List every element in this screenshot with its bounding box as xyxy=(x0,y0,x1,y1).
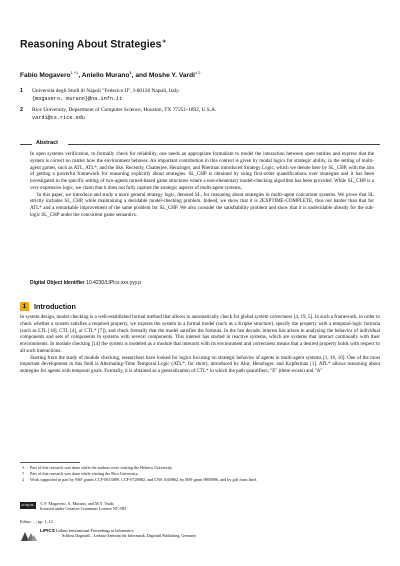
abstract-text xyxy=(30,151,374,219)
abstract-heading: Abstract xyxy=(20,140,380,148)
editor-line: Editor: ...; pp. 1–12 xyxy=(20,519,53,524)
doi-link[interactable]: 10.4230/LIPIcs.xxx.yyy.p xyxy=(86,280,142,286)
section-number-badge: 1 xyxy=(20,302,29,311)
abstract-paragraph: In this paper, we introduce and study a more general strategy logic, denoted SL, for reasoning about strategies in multi-agent concurrent systems. We prove that SL strictly includes SL_CHP, while maintaining a decidable model-checking problem. Indeed, we show that it is 2EXPTIME-COMPLETE, thus not harder than that for ATL* and a remarkable improvement of the same problem for SL_CHP. We also consider the satisfiability problem and show that it is undecidable already for the sub-logic SL_CHP under the concurrent game semantics. xyxy=(30,191,374,218)
author-name: Moshe Y. Vardi xyxy=(148,72,195,80)
copyright-notice: © F. Mogavero, A. Murano, and M.Y. Vardi; licensed under Creative Commons License NC-ND xyxy=(40,501,127,512)
section-title: Introduction xyxy=(34,301,76,311)
publisher-info: LIPICS Leibniz International Proceedings in Informatics Schloss Dagstuhl – Leibniz-Zentrum für Informatik, Dagstuhl Publishing, Germany xyxy=(40,528,197,538)
cc-license-badge: cc by-nc-nd xyxy=(21,503,35,514)
intro-text xyxy=(20,314,380,375)
footnote: ∗ Part of this research was done while the authors were visiting the Hebrew University. xyxy=(22,465,173,470)
divider xyxy=(68,144,380,145)
affiliation: 1 Università degli Studi di Napoli "Federico II", I-80126 Napoli, Italy. {mogavero, murano}@na.infn.it xyxy=(20,88,180,102)
publisher-logo-text: LIPICS xyxy=(40,528,55,533)
footnote: ‡ Work supported in part by NSF grants CCF-0613889, CCF-0728882, and CNS 1049862, by BSF grant 9800096, and by gift from Intel. xyxy=(22,477,258,482)
abstract-paragraph: In open systems verification, to formally check for reliability, one needs an appropriate formalism to model the interaction between open entities and express that the system is correct no matter how the environment behaves. An important contribution in this context is given by modal logics for strategic ability, in the setting of multi-agent games, such as ATL, ATL*, and the like. Recently, Chatterjee, Henzinger, and Piterman introduced Strategy Logic, which we denote here by SL_CHP, with the aim of getting a powerful framework for reasoning explicitly about strategies. SL_CHP is obtained by using first-order quantifications over strategies and it has been investigated in the specific setting of two-agents turned-based game structures where a non-elementary model-checking algorithm has been provided. While SL_CHP is a very expressive logic, we claim that it does not fully capture the strategic aspects of multi-agent systems. xyxy=(30,151,374,191)
divider xyxy=(20,144,32,145)
author-name: Aniello Murano xyxy=(81,72,130,80)
email-link[interactable]: {mogavero, murano}@na.infn.it xyxy=(32,95,123,102)
body-paragraph: In system design, model checking is a well-established formal method that allows to automatically check for global system correctness [4, 19, 5]. In such a framework, in order to check whether a system satisfies a required property, we express the system in a formal model (such as a Kripke structure), specify the property with a temporal-logic formula (such as LTL [18], CTL [4], or CTL* [7]), and check formally that the model satisfies the formula. In the last decade, interest has arisen in analyzing the behavior of individual components and sets of components in systems with several components. This interest has started in reactive systems, which are systems that interact continually with their environments. In module checking [14] the system is modeled as a module that interacts with its environment and correctness means that a desired property holds with respect to all such interactions. xyxy=(20,314,380,354)
lipics-logo-icon xyxy=(20,530,38,542)
footnote-divider xyxy=(20,462,80,463)
author-name: Fabio Mogavero xyxy=(20,72,71,80)
paper-title: Reasoning About Strategies∗ xyxy=(20,38,167,51)
author-list: Fabio Mogavero$^{1 \dagger 1}$, Aniello Murano$^1$, and Moshe Y. Vardi$^{\ddagger 2}$ xyxy=(20,70,201,80)
section-heading xyxy=(20,297,76,315)
doi-line: Digital Object Identifier 10.4230/LIPIcs.xxx.yyy.p xyxy=(30,280,142,286)
body-paragraph: Starting from the study of module checking, researchers have looked for logics focusing on strategic behavior of agents in multi-agent systems [1, 16, 10]. One of the most important development in this field is Alternating-Time Temporal Logic (ATL*, for short), introduced by Alur, Henzinger, and Kupferman [1]. ATL* allows reasoning about strategies for agents with temporal goals. Formally, it is obtained as a generalization of CTL* in which the path quantifiers, "E" (there exists) and "A" xyxy=(20,354,380,374)
email-link[interactable]: vardi@cs.rice.edu xyxy=(32,114,85,121)
footnote: † Part of this research was done while visiting the Rice University. xyxy=(22,471,139,476)
affiliation: 2 Rice University, Department of Computer Science, Houston, TX 77251-1892, U.S.A. vardi@cs.rice.edu xyxy=(20,107,217,121)
